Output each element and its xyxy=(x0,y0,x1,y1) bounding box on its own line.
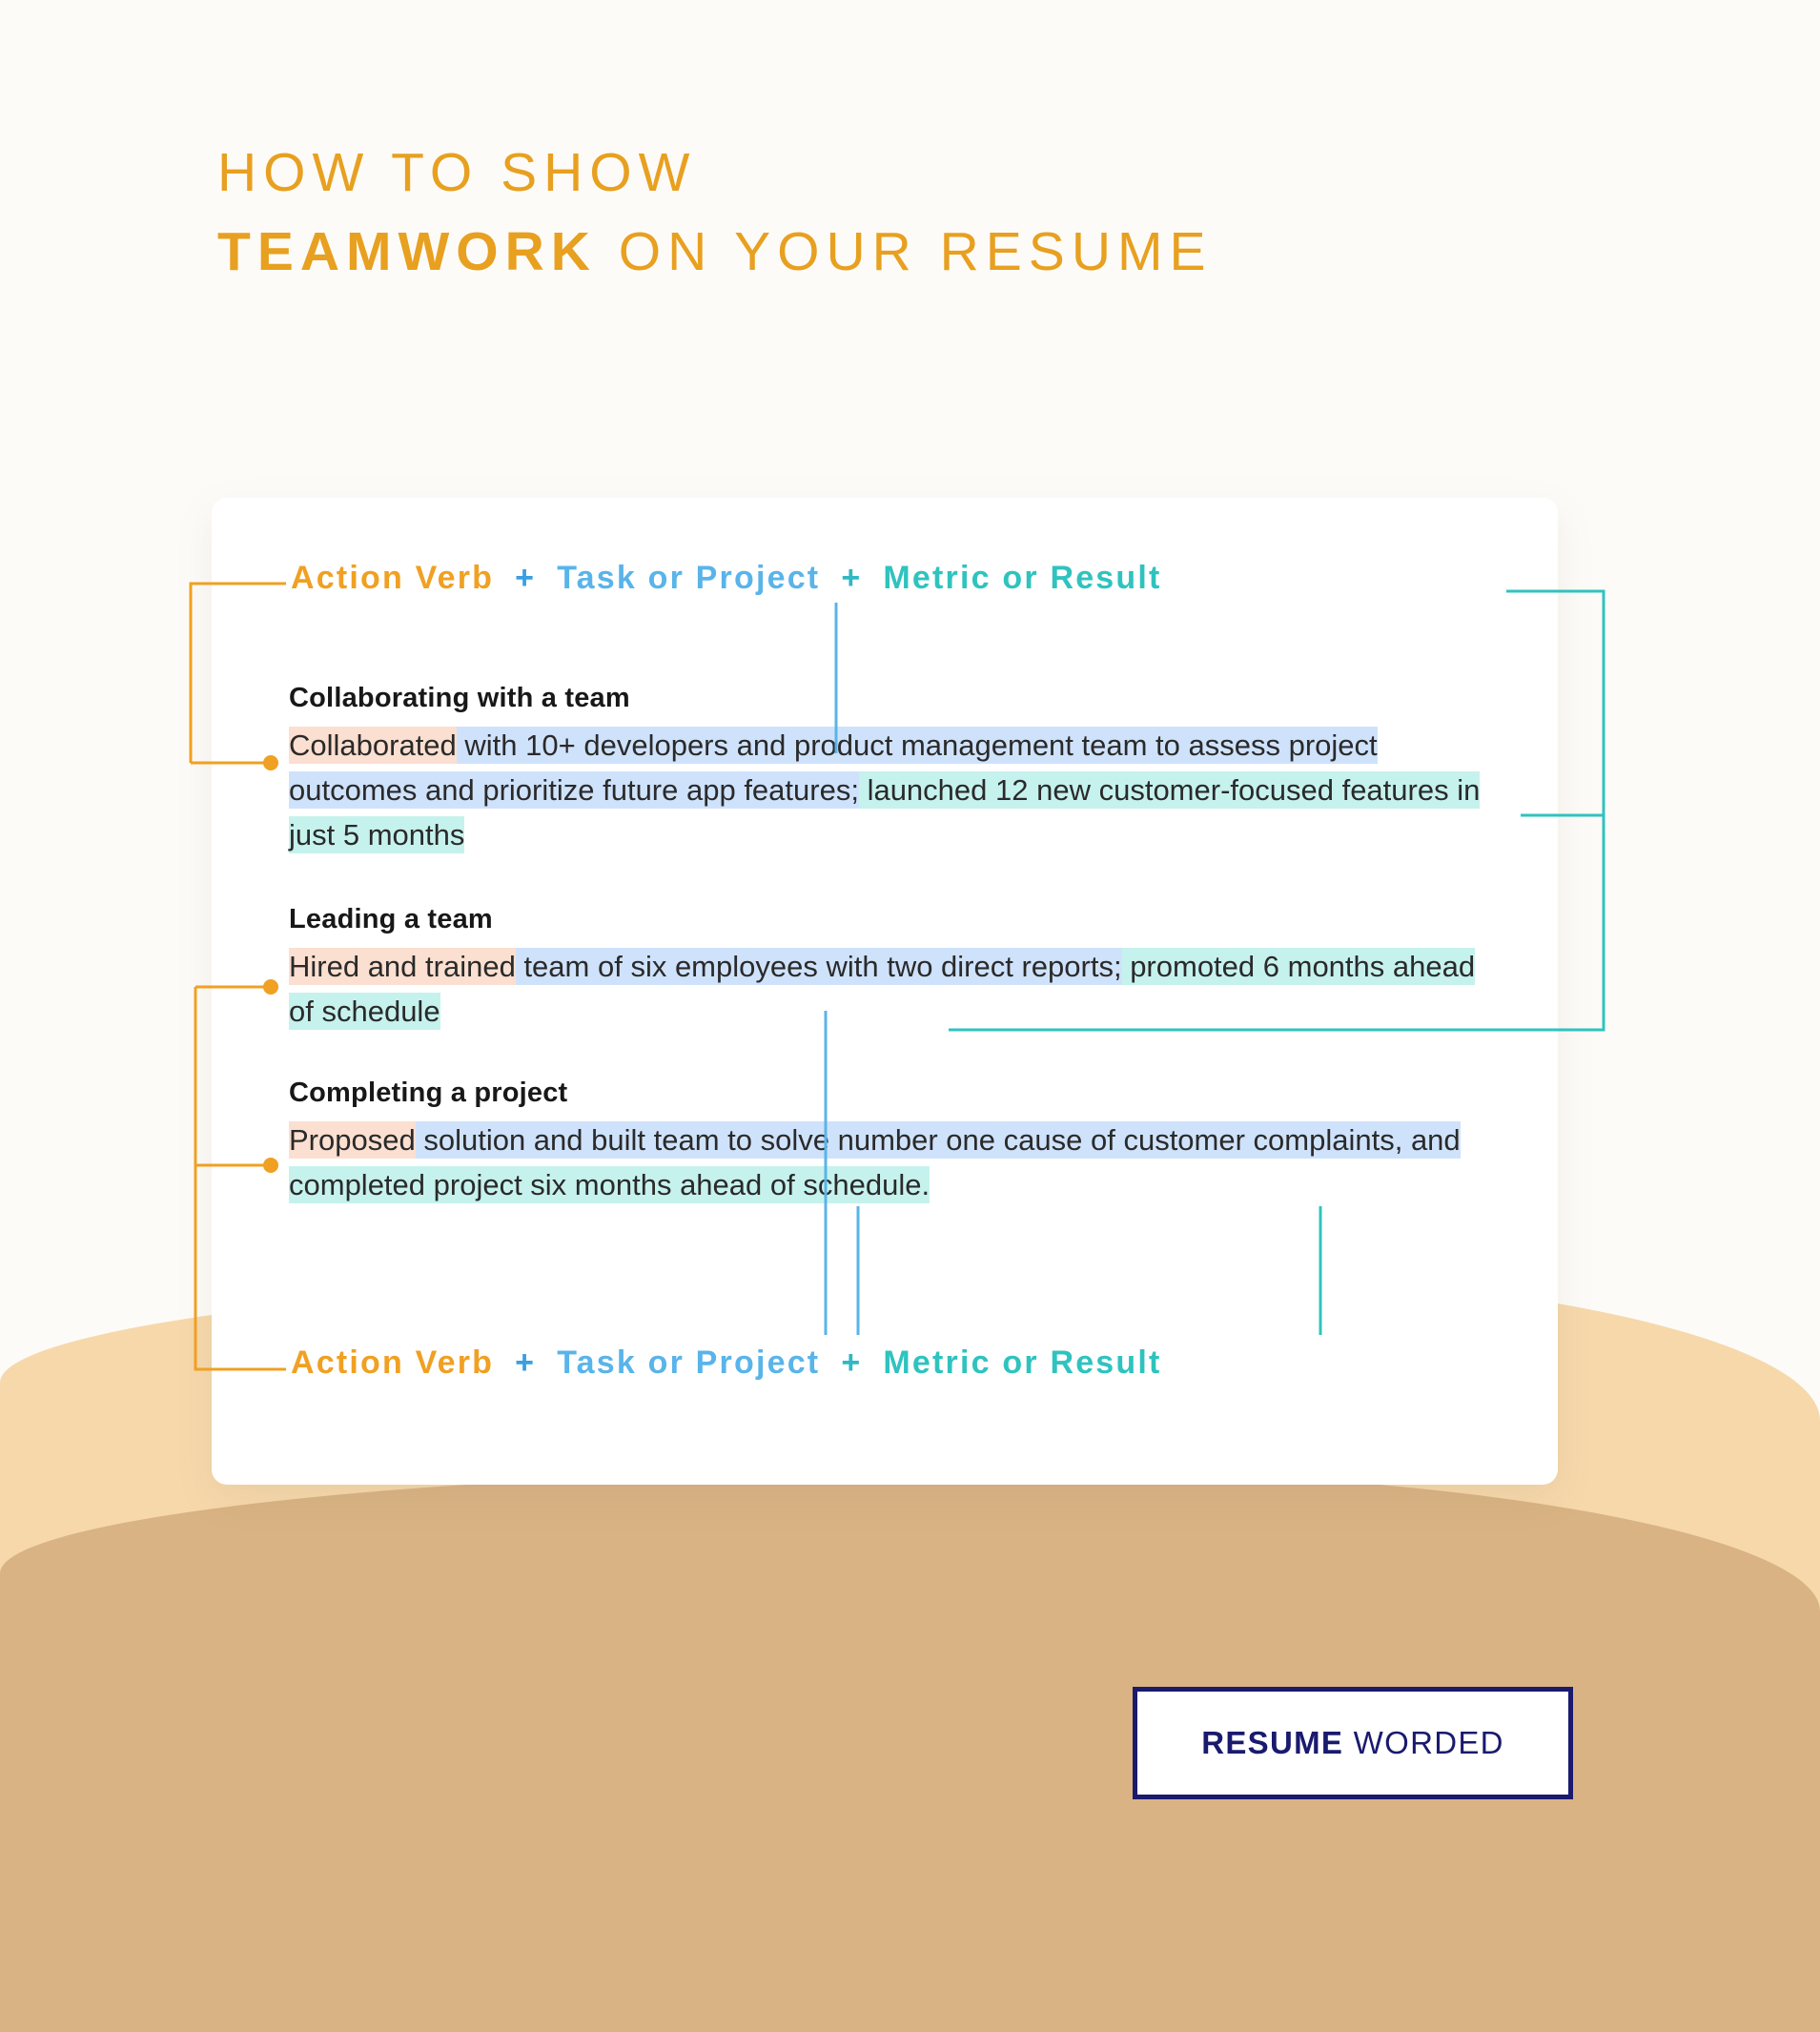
formula-top xyxy=(291,560,1162,597)
formula-plus-2: + xyxy=(841,1344,863,1381)
example-title: Completing a project xyxy=(289,1078,568,1108)
brand-logo-bold: RESUME xyxy=(1201,1725,1344,1760)
bullet-action-verb: Collaborated xyxy=(289,729,457,762)
formula-task: Task or Project xyxy=(557,1344,821,1381)
bullet-task: team of six employees with two direct reports; xyxy=(515,950,1122,983)
bullet-task: solution and built team to solve number one cause of customer complaints, and xyxy=(415,1123,1461,1157)
formula-plus-1: + xyxy=(515,1344,537,1381)
bullet-task: with 10+ developers and product management team to assess project outcomes and prioritize future app features; xyxy=(289,729,1378,808)
formula-action-verb: Action Verb xyxy=(291,560,495,596)
example-block-completing xyxy=(289,1078,1528,1207)
example-bullet xyxy=(289,1118,1500,1207)
formula-plus-1: + xyxy=(515,560,537,596)
title-keyword: TEAMWORK xyxy=(217,220,597,282)
bullet-metric: launched 12 new customer-focused features in just 5 months xyxy=(289,773,1481,852)
bullet-metric: promoted 6 months ahead of schedule xyxy=(289,950,1476,1029)
bullet-metric: completed project six months ahead of schedule. xyxy=(289,1168,930,1202)
title-line-1: HOW TO SHOW xyxy=(217,142,697,203)
example-block-collaborating xyxy=(289,683,1528,857)
formula-action-verb: Action Verb xyxy=(291,1344,495,1381)
brand-logo xyxy=(1133,1687,1573,1799)
formula-bottom xyxy=(291,1344,1162,1382)
example-bullet xyxy=(289,723,1500,857)
title-line-2-rest: ON YOUR RESUME xyxy=(596,220,1213,282)
example-title: Leading a team xyxy=(289,904,493,934)
title-line-2 xyxy=(217,213,1552,292)
example-title: Collaborating with a team xyxy=(289,683,630,713)
page-title xyxy=(217,133,1552,291)
bullet-action-verb: Hired and trained xyxy=(289,950,516,983)
formula-task: Task or Project xyxy=(557,560,821,596)
brand-logo-text xyxy=(1201,1725,1504,1761)
formula-metric: Metric or Result xyxy=(883,1344,1162,1381)
example-block-leading xyxy=(289,904,1528,1034)
brand-logo-rest: WORDED xyxy=(1343,1725,1504,1760)
formula-metric: Metric or Result xyxy=(883,560,1162,596)
example-bullet xyxy=(289,944,1500,1034)
formula-plus-2: + xyxy=(841,560,863,596)
bullet-action-verb: Proposed xyxy=(289,1123,416,1157)
